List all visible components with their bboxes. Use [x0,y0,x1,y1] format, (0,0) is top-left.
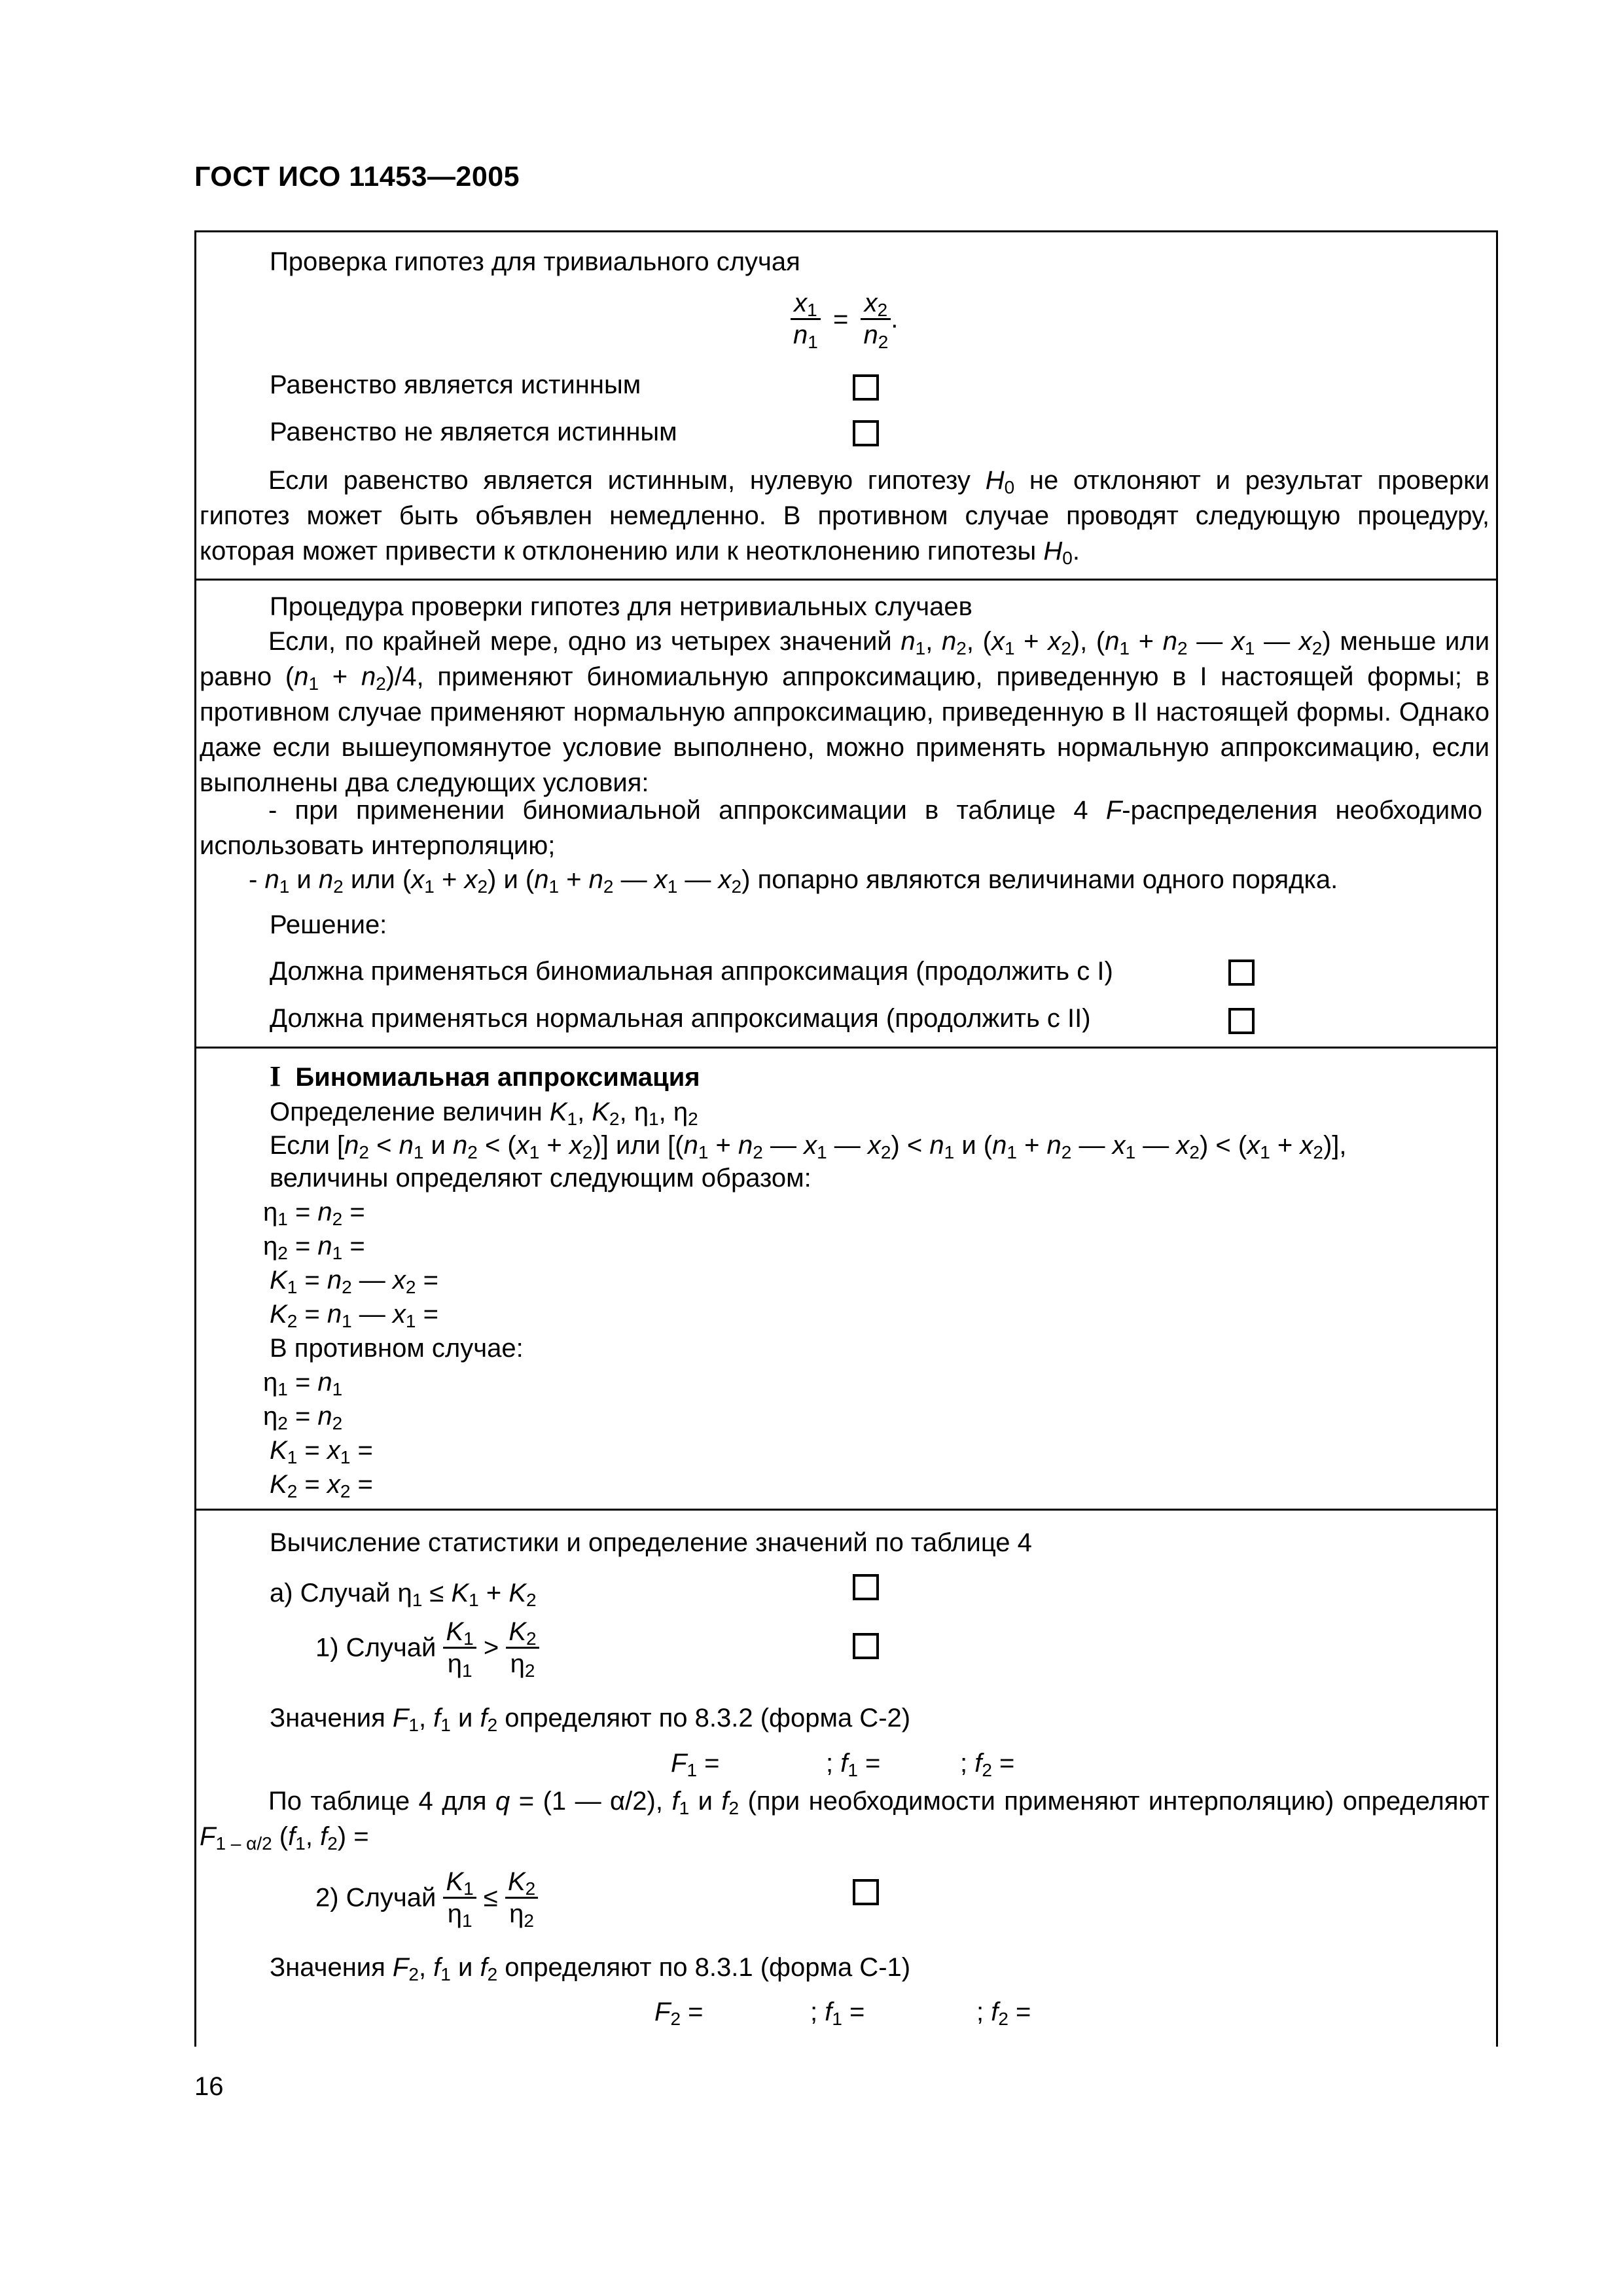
case-1-label: 1) Случай $\frac{K_1}{\eta_1}$ > $\frac{K_2}{\eta_2}$ [315,1617,539,1679]
fraction-k2-eta2-case2: $\frac{K_2}{\eta_2}$ [505,1867,538,1929]
option-normal: Должна применяться нормальная аппроксимация (продолжить с II) [270,1004,1091,1033]
trivial-case-explanation: Если равенство является истинным, нулевую гипотезу $H_0$ не отклоняют и результат проверки гипотез может быть объявлен немедленно. В противном случае проводят следующую процедуру, которая может привести к отклонению или к неотклонению гипотезы $H_0$. [200,466,1489,568]
frame-right-line [1496,230,1498,2047]
table4-lookup-text: По таблице 4 для q = (1 — α/2), $f_1$ и $f_2$ (при необходимости применяют интерполяцию) определяют $F_{1 - \alpha/2}$ ($f_1$, $f_2$) = [200,1787,1489,1854]
condition-same-order: - $n_1$ и $n_2$ или $(x_1 + x_2)$ и ($n_1 + n_2$ — $x_1$ — $x_2$) попарно являются величинами одного порядка. [249,865,1338,897]
binomial-section-title: I Биномиальная аппроксимация [270,1060,700,1092]
decision-label: Решение: [270,910,387,939]
checkbox-case-2[interactable] [853,1879,879,1905]
equality-formula: $\frac{x_1}{n_1}$ = $\frac{x_2}{n_2}$ . [791,288,898,350]
formula-eta1-n1: $\eta_1 = n_1$ [263,1368,343,1399]
statistics-section-title: Вычисление статистики и определение значений по таблице 4 [270,1528,1032,1557]
checkbox-normal[interactable] [1228,1008,1255,1034]
checkbox-binomial[interactable] [1228,960,1255,986]
checkbox-equality-true[interactable] [853,374,879,401]
trivial-case-title: Проверка гипотез для тривиального случая [270,247,800,276]
binomial-condition: Если [$n_2 < n_1$ и $n_2 < (x_1 + x_2)$] или [($n_1 + n_2$ — $x_1$ — $x_2) < n_1$ и ($n_1 + n_2$ — $x_1$ — $x_2) < (x_1 + x_2)$], [270,1131,1347,1162]
frame-left-line [194,230,196,2047]
option-binomial: Должна применяться биномиальная аппроксимация (продолжить с I) [270,957,1113,986]
formula-eta2-n1: $\eta_2 = n_1$ = [263,1232,365,1263]
section-divider-2 [194,1047,1498,1049]
section-divider-1 [194,579,1498,581]
input-f2[interactable]: ; $f_2$ = [960,1749,1015,1780]
values-f2-label: Значения $F_2$, $f_1$ и $f_2$ определяют по 8.3.1 (форма С-1) [270,1953,911,1984]
checkbox-equality-false[interactable] [853,420,879,446]
section-divider-3 [194,1509,1498,1511]
option-equality-true: Равенство является истинным [270,370,641,399]
page-number: 16 [194,2072,224,2101]
formula-eta2-n2: $\eta_2 = n_2$ [263,1402,343,1433]
formula-eta1-n2: $\eta_1 = n_2$ = [263,1198,365,1229]
input-F2[interactable]: $F_2$ = [654,1998,704,2029]
fraction-x1-n1: $\frac{x_1}{n_1}$ [791,288,821,350]
binomial-condition-text: величины определяют следующим образом: [270,1164,812,1193]
case-2-label: 2) Случай $\frac{K_1}{\eta_1}$ ≤ $\frac{K_2}{\eta_2}$ [315,1867,538,1929]
input-f1-case2[interactable]: ; $f_1$ = [810,1998,865,2029]
nontrivial-case-title: Процедура проверки гипотез для нетривиальных случаев [270,592,972,621]
input-F1[interactable]: $F_1$ = [671,1749,720,1780]
fraction-k2-eta2: $\frac{K_2}{\eta_2}$ [506,1617,539,1679]
formula-k1-n2-x2: $K_1 = n_2$ — $x_2$ = [270,1266,438,1297]
otherwise-label: В противном случае: [270,1334,524,1363]
option-equality-false: Равенство не является истинным [270,418,677,446]
formula-k2-n1-x1: $K_2 = n_1$ — $x_1$ = [270,1300,438,1331]
case-a-label: а) Случай $\eta_1 \le K_1 + K_2$ [270,1579,537,1610]
fraction-k1-eta1: $\frac{K_1}{\eta_1}$ [443,1617,476,1679]
condition-interpolation: - при применении биномиальной аппроксимации в таблице 4 F-распределения необходимо использовать интерполяцию; [200,796,1483,860]
binomial-subtitle: Определение величин $K_1$, $K_2$, $\eta_1$, $\eta_2$ [270,1098,698,1129]
checkbox-case-1[interactable] [853,1633,879,1659]
document-header: ГОСТ ИСО 11453—2005 [194,161,520,192]
formula-k2-x2: $K_2 = x_2$ = [270,1470,373,1501]
fraction-x2-n2: $\frac{x_2}{n_2}$ [861,288,891,350]
formula-k1-x1: $K_1 = x_1$ = [270,1436,373,1467]
fraction-k1-eta1-case2: $\frac{K_1}{\eta_1}$ [443,1867,476,1929]
values-f1-label: Значения $F_1$, $f_1$ и $f_2$ определяют по 8.3.2 (форма С-2) [270,1704,911,1735]
input-f2-case2[interactable]: ; $f_2$ = [976,1998,1031,2029]
input-f1[interactable]: ; $f_1$ = [826,1749,881,1780]
frame-top-line [194,230,1498,232]
nontrivial-case-paragraph: Если, по крайней мере, одно из четырех значений $n_1$, $n_2$, $(x_1 + x_2)$, ($n_1 + n_2$ — $x_1$ — $x_2$) меньше или равно $(n_1 + n_2)/4$, применяют биномиальную аппроксимацию, приведенную в I настоящей формы; в противном случае применяют нормальную аппроксимацию, приведенную в II настоящей формы. Однако даже если вышеупомянутое условие выполнено, можно применять нормальную аппроксимацию, если выполнены два следующих условия: [200,627,1490,797]
checkbox-case-a[interactable] [853,1574,879,1600]
